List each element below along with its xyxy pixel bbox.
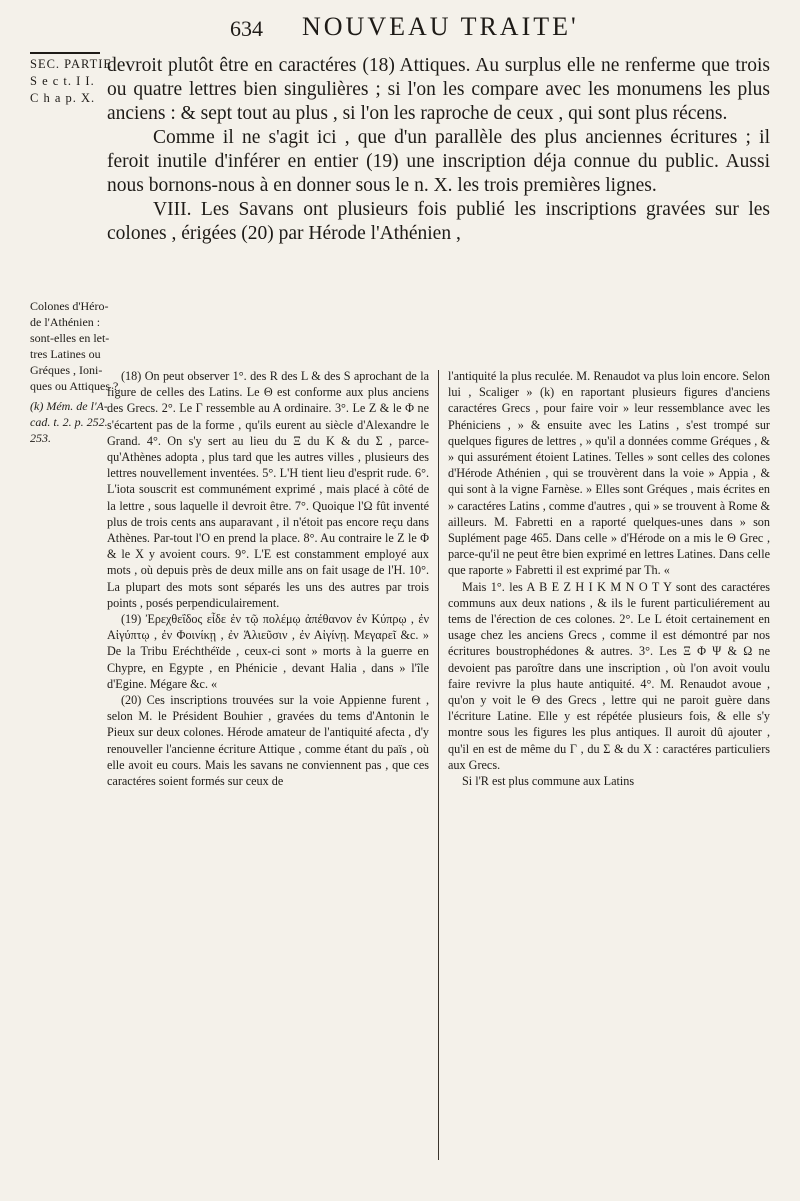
side-note-reference: (k) Mém. de l'A- cad. t. 2. p. 252. 253. [30,399,108,445]
main-paragraph-2: Comme il ne s'agit ici , que d'un parallèle des plus anciennes écritures ; il feroit inutile d'inférer en entier (19) une inscription déja connue du public. Aussi nous bornons-nous à en donner sous le n. X. les trois premières lignes. [107,127,770,196]
section-rule [30,52,100,54]
page-header [230,10,750,50]
page-number: 634 [230,16,263,41]
main-paragraph-1: devroit plutôt être en caractéres (18) Attiques. Au surplus elle ne renferme que trois ou quatre lettres bien singulières ; si l'on les compare avec les monumens les plus anciens : & sept tout au plus , si l'on les raproche de ceux , qui sont plus récens. [107,55,770,124]
footnote-19: (19) Ἐρεχθεΐδος εἶδε ἐν τῷ πολέμῳ ἀπέθανον ἐν Κύπρῳ , ἐν Αἰγύπτῳ , ἐν Φοινίκῃ , ἐν Ἁλιεῦσιν , ἐν Αἰγίνῃ. Μεγαρεῖ &c. » De la Tribu Eréchthéïde , ceux-ci sont » morts à la guerre en Chypre, en Egypte , en Phénicie , devant Halia , dans » l'île d'Egine. Mégare &c. « [107,612,429,691]
running-title: NOUVEAU TRAITE' [302,12,579,41]
footnote-18: (18) On peut observer 1°. des R des L & des S aprochant de la figure de celles des Latins. Le Θ est conforme aux plus anciens des Grecs. 2°. Le Γ ressemble au A ordinaire. 3°. Le Z & le Φ ne s'écartent pas de la forme , qu'ils eurent au siècle d'Alexandre le Grand. 4°. On s'y sert au lieu du Ξ du K & du Σ , parce-qu'Athènes adopta , plus tard que les autres villes , plusieurs des lettres nouvellement inventées. 5°. L'H tient lieu d'esprit rude. 6°. L'iota souscrit est communément exprimé , mais placé à côté de la lettre , sous laquelle il devroit être. 7°. Quoique l'Ω fût inventé plus de trois cents ans auparavant , il n'étoit pas encore reçu dans Athènes. Par-tout l'O en prend la place. 8°. Au contraire le Z le Φ & le X y avoient cours. 9°. L'E est constamment employé aux mots , où depuis près de deux mille ans on fait usage de l'H. 10°. La plupart des mots sont séparés les uns des autres par trois points , posés perpendiculairement. [107,369,429,610]
footnote-final-line: Si l'R est plus commune aux Latins [462,774,635,789]
footnote-argument: Mais 1°. les A B E Z H I K M N O T Y sont des caractéres communs aux deux nations , & ils le furent particuliérement au tems de l'érection de ces colones. 2°. Le L étoit certainement en usage chez les anciens Grecs , comme il est démontré par nos écritures boustrophédones & autres. 3°. Les Ξ Φ Ψ & Ω ne devoient pas paroître dans une inscription , où l'on avoit voulu faire revivre la plus haute antiquité. 4°. M. Renaudot avoue , qu'on y voit le Θ des Grecs , lettre qui ne paroit guère dans l'écriture Latine. Elle y est répétée plusieurs fois, & elle s'y montre sous les figures les plus antiques. Il auroit dû ajouter , qu'il en est de même du Γ , du Σ & du X : caractéres particuliers aux Grecs. [448,579,770,772]
section-marker [30,52,113,107]
footnotes-left-column [107,368,429,789]
main-text [107,54,770,246]
footnote-continuation: l'antiquité la plus reculée. M. Renaudot va plus loin encore. Selon lui , Scaliger » (k) en raportant plusieurs figures d'anciens caractéres Grecs , pour faire voir » leur ressemblance avec les Phéniciens , » & ensuite avec les Latins , s'est trompé sur quelques figures de lettres , » qu'il a données comme Gréques , & » qui assurément étoient Latines. Telles » sont celles des colones d'Hérode Athénien , qui se trouvèrent dans la voie » Appia , & qui sont à la vigne Farnèse. » Elles sont Gréques , mais écrites en » caractéres Latins , comme d'autres , qui » se trouvent à Rome & ailleurs. M. Fabretti en a raporté quelques-unes dans » son Suplément page 465. Dans celle » d'Hérode on a mis le Θ Grec , parce-qu'il ne peut être bien exprimé en lettres Latines. Dans celle que raporte » Fabretti il est exprimé par Th. « [448,369,770,578]
footnotes-right-column [448,368,770,789]
footnote-20: (20) Ces inscriptions trouvées sur la voie Appienne furent , selon M. le Président Bouhier , gravées du tems d'Antonin le Pieux sur deux colones. Hérode amateur de l'antiquité afecta , d'y renouveller l'ancienne écriture Attique , comme étant du païs , où elle avoit eu cours. Mais les savans ne conviennent pas , que ces caractéres soient formés sur ceux de [107,693,429,789]
main-paragraph-3: VIII. Les Savans ont plusieurs fois publié les inscriptions gravées sur les colones , érigées (20) par Hérode l'Athénien , [107,199,770,244]
section-part: SEC. PARTIE [30,57,113,71]
column-divider [438,370,439,1160]
side-note-question: Colones d'Héro- de l'Athénien : sont-elles en let- tres Latines ou Gréques , Ioni- ques ou Attiques ? [30,299,119,393]
chapter-number: C h a p. X. [30,91,96,105]
section-number: S e c t. I I. [30,74,95,88]
